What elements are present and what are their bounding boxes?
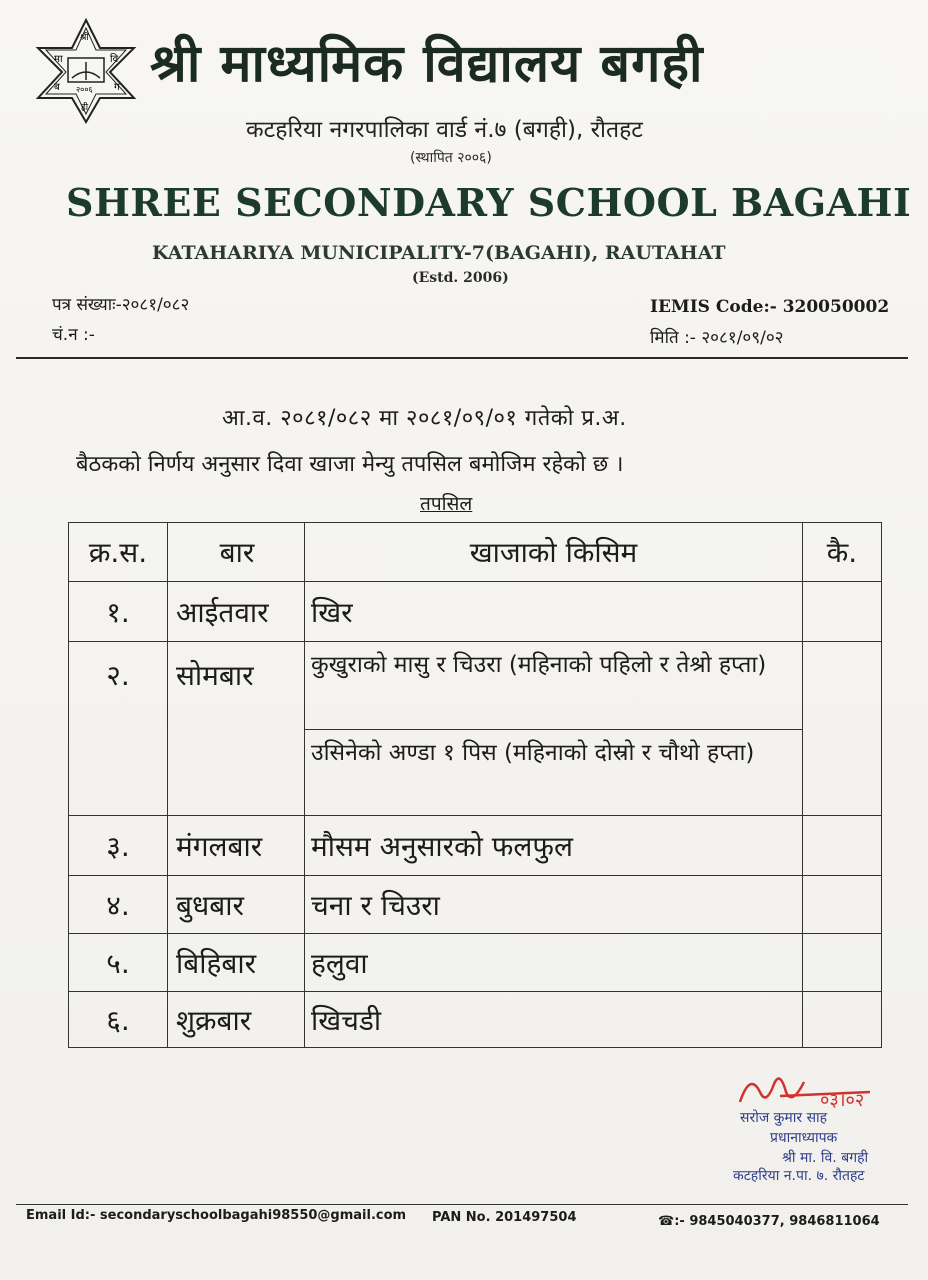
signatory-place: कटहरिया न.पा. ७. रौतहट [733, 1168, 865, 1184]
svg-text:श्री: श्री [80, 33, 89, 43]
school-address-nepali: कटहरिया नगरपालिका वार्ड नं.७ (बगही), रौतहट [246, 117, 643, 143]
svg-text:ही: ही [81, 103, 89, 113]
star-emblem-icon [34, 18, 138, 124]
signatory-designation: प्रधानाध्यापक [770, 1130, 838, 1146]
row-serial: ४. [69, 876, 168, 934]
header-remarks: कै. [803, 523, 882, 582]
row-food: खिर [305, 582, 803, 642]
row-remarks [803, 934, 882, 992]
row-day: सोमबार [168, 642, 305, 816]
signatory-name: सरोज कुमार साह [740, 1110, 828, 1126]
phone-icon: ☎ [658, 1214, 675, 1229]
footer-pan: PAN No. 201497504 [432, 1210, 577, 1225]
header-day: बार [168, 523, 305, 582]
row-remarks [803, 816, 882, 876]
school-logo-emblem [34, 18, 138, 124]
row-day: शुक्रबार [168, 992, 305, 1048]
svg-text:२००६: २००६ [76, 85, 93, 94]
signatory-school: श्री मा. वि. बगही [782, 1150, 869, 1166]
row-remarks [803, 582, 882, 642]
svg-text:वि: वि [110, 54, 119, 65]
table-row [69, 816, 882, 876]
row-remarks [803, 992, 882, 1048]
school-name-nepali: श्री माध्यमिक विद्यालय बगही [150, 34, 704, 94]
row-day: आईतवार [168, 582, 305, 642]
row-serial: १. [69, 582, 168, 642]
table-header-row [69, 523, 882, 582]
established-english: (Estd. 2006) [412, 270, 509, 286]
row-food-option-a: कुखुराको मासु र चिउरा (महिनाको पहिलो र तेश्रो हप्ता) [305, 642, 803, 730]
footer-divider [16, 1204, 908, 1205]
header-divider [16, 357, 908, 359]
table-row [69, 876, 882, 934]
notice-paragraph-line1: आ.व. २०८१/०८२ मा २०८१/०९/०१ गतेको प्र.अ. [222, 406, 627, 431]
notice-paragraph-line2: बैठकको निर्णय अनुसार दिवा खाजा मेन्यु तपसिल बमोजिम रहेको छ । [76, 452, 624, 477]
row-food: हलुवा [305, 934, 803, 992]
footer-phone [658, 1214, 880, 1229]
school-name-english: SHREE SECONDARY SCHOOL BAGAHI [66, 180, 912, 225]
svg-text:मा: मा [54, 54, 63, 65]
table-row [69, 992, 882, 1048]
row-serial: ५. [69, 934, 168, 992]
row-remarks [803, 642, 882, 816]
table-row [69, 934, 882, 992]
footer-email: Email Id:- secondaryschoolbagahi98550@gmail.com [26, 1208, 407, 1223]
row-food: मौसम अनुसारको फलफुल [305, 816, 803, 876]
row-serial: २. [69, 642, 168, 816]
letter-number: पत्र संख्याः-२०८१/०८२ [52, 295, 190, 315]
table-row [69, 582, 882, 642]
table-row [69, 642, 882, 730]
header-serial: क्र.स. [69, 523, 168, 582]
dispatch-number: चं.न :- [52, 325, 95, 345]
svg-text:ब: ब [54, 82, 60, 93]
handwritten-signature-icon [720, 1062, 910, 1112]
row-remarks [803, 876, 882, 934]
established-nepali: (स्थापित २००६) [410, 150, 492, 166]
footer-phone-numbers: :- 9845040377, 9846811064 [674, 1214, 880, 1229]
row-day: मंगलबार [168, 816, 305, 876]
letter-date: मिति :- २०८१/०९/०२ [650, 328, 784, 348]
row-food: चना र चिउरा [305, 876, 803, 934]
row-serial: ३. [69, 816, 168, 876]
svg-text:ग: ग [114, 82, 120, 93]
header-food-type: खाजाको किसिम [305, 523, 803, 582]
row-food: खिचडी [305, 992, 803, 1048]
school-address-english: KATAHARIYA MUNICIPALITY-7(BAGAHI), RAUTAHAT [152, 242, 726, 264]
row-day: बिहिबार [168, 934, 305, 992]
lunch-menu-table [68, 522, 882, 1048]
row-serial: ६. [69, 992, 168, 1048]
iemis-code: IEMIS Code:- 320050002 [650, 297, 890, 317]
row-day: बुधबार [168, 876, 305, 934]
signature-date: ०३।०२ [820, 1090, 865, 1111]
details-heading: तपसिल [420, 493, 473, 515]
row-food-option-b: उसिनेको अण्डा १ पिस (महिनाको दोस्रो र चौथो हप्ता) [305, 730, 803, 816]
